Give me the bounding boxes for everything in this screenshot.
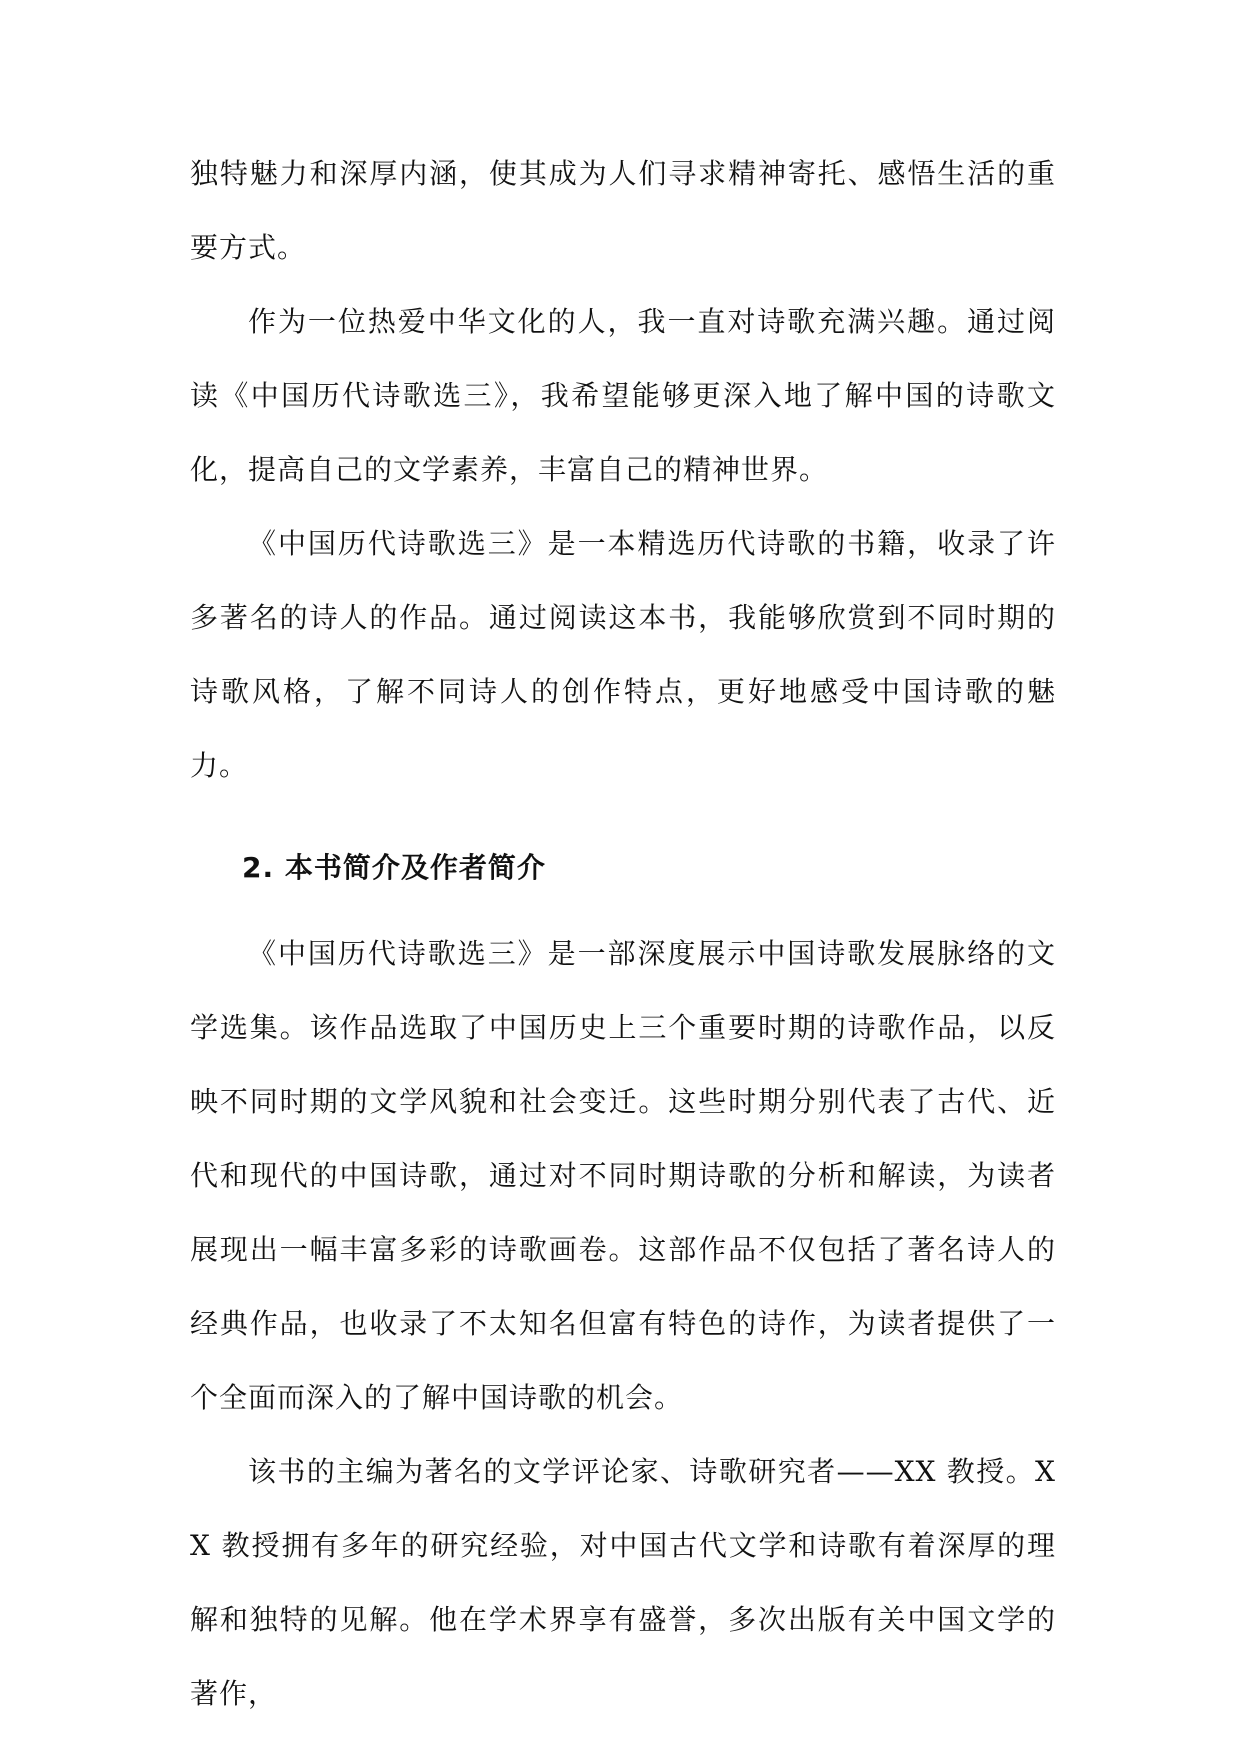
paragraph-book-overview: 《中国历代诗歌选三》是一本精选历代诗歌的书籍，收录了许多著名的诗人的作品。通过阅读这本书，我能够欣赏到不同时期的诗歌风格，了解不同诗人的创作特点，更好地感受中国诗歌的魅力。: [190, 527, 1056, 782]
paragraph-interest: 作为一位热爱中华文化的人，我一直对诗歌充满兴趣。通过阅读《中国历代诗歌选三》，我希望能够更深入地了解中国的诗歌文化，提高自己的文学素养，丰富自己的精神世界。: [190, 305, 1056, 486]
section-heading: 2. 本书简介及作者简介: [242, 851, 546, 884]
paragraph-continuation: 独特魅力和深厚内涵，使其成为人们寻求精神寄托、感悟生活的重要方式。: [190, 157, 1056, 264]
document-body: [190, 137, 1056, 1731]
paragraph-book-introduction: 《中国历代诗歌选三》是一部深度展示中国诗歌发展脉络的文学选集。该作品选取了中国历史上三个重要时期的诗歌作品，以反映不同时期的文学风貌和社会变迁。这些时期分别代表了古代、近代和现代的中国诗歌，通过对不同时期诗歌的分析和解读，为读者展现出一幅丰富多彩的诗歌画卷。这部作品不仅包括了著名诗人的经典作品，也收录了不太知名但富有特色的诗作，为读者提供了一个全面而深入的了解中国诗歌的机会。: [190, 937, 1056, 1414]
paragraph-author-introduction: 该书的主编为著名的文学评论家、诗歌研究者——XX 教授。XX 教授拥有多年的研究经验，对中国古代文学和诗歌有着深厚的理解和独特的见解。他在学术界享有盛誉，多次出版有关中国文学的著作，: [190, 1455, 1056, 1710]
